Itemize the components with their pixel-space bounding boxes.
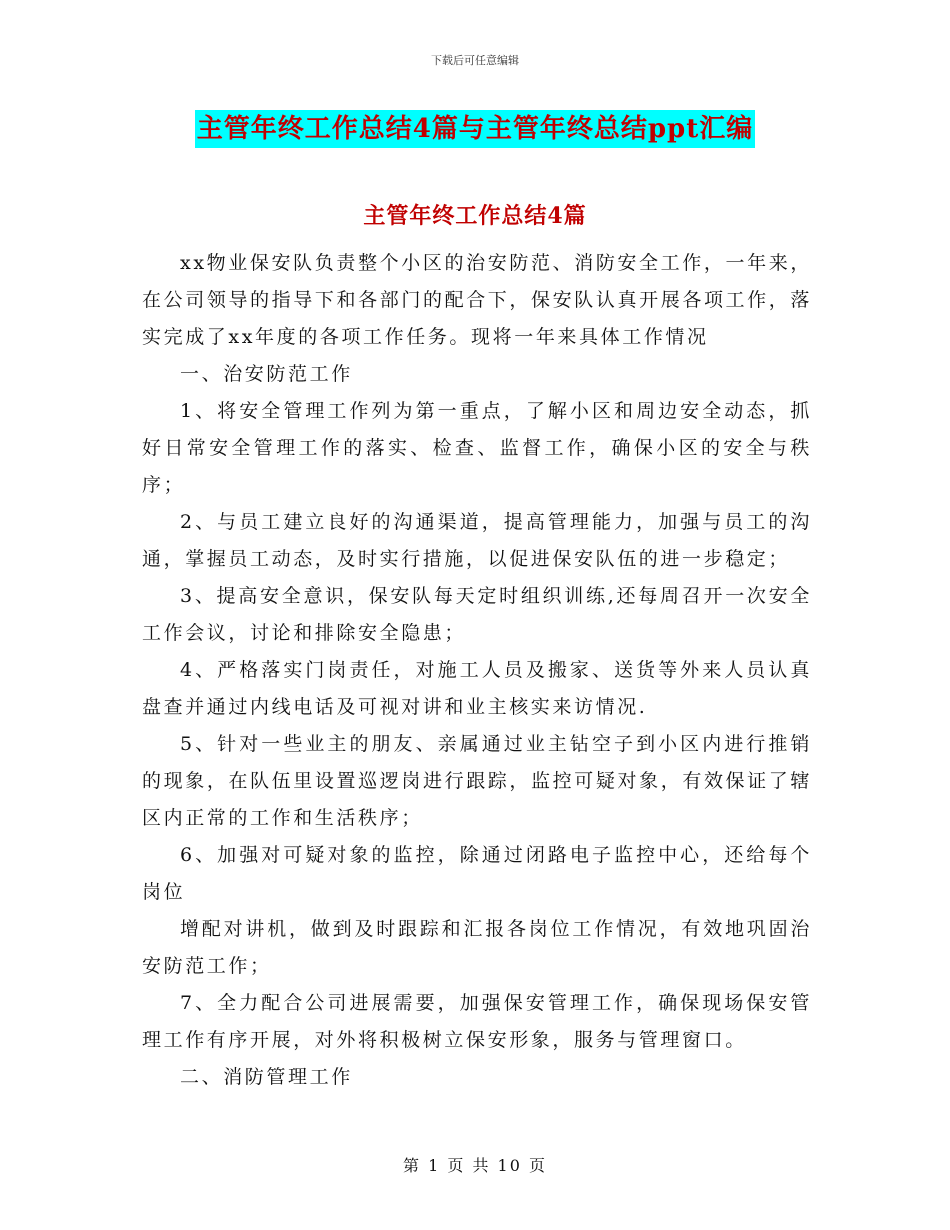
paragraph: xx物业保安队负责整个小区的治安防范、消防安全工作，一年来，在公司领导的指导下和各部门的配合下，保安队认真开展各项工作，落实完成了xx年度的各项工作任务。现将一年来具体工作情况 <box>142 252 812 348</box>
paragraph: 5、针对一些业主的朋友、亲属通过业主钻空子到小区内进行推销的现象，在队伍里设置巡逻岗进行跟踪，监控可疑对象，有效保证了辖区内正常的工作和生活秩序； <box>142 733 812 829</box>
document-title-text: 主管年终工作总结4篇与主管年终总结ppt汇编 <box>195 110 755 148</box>
page-number: 第 1 页 共 10 页 <box>403 1156 547 1175</box>
paragraph: 2、与员工建立良好的沟通渠道，提高管理能力，加强与员工的沟通，掌握员工动态，及时实行措施，以促进保安队伍的进一步稳定； <box>142 511 812 570</box>
paragraph: 增配对讲机，做到及时跟踪和汇报各岗位工作情况，有效地巩固治安防范工作； <box>142 918 812 977</box>
paragraph: 4、严格落实门岗责任，对施工人员及搬家、送货等外来人员认真盘查并通过内线电话及可视对讲和业主核实来访情况. <box>142 659 812 718</box>
paragraph: 一、治安防范工作 <box>180 363 353 385</box>
paragraph: 1、将安全管理工作列为第一重点，了解小区和周边安全动态，抓好日常安全管理工作的落实、检查、监督工作，确保小区的安全与秩序； <box>142 400 812 496</box>
section-title: 主管年终工作总结4篇 <box>363 203 587 229</box>
paragraph: 6、加强对可疑对象的监控，除通过闭路电子监控中心，还给每个岗位 <box>142 844 812 903</box>
paragraph: 3、提高安全意识，保安队每天定时组织训练,还每周召开一次安全工作会议，讨论和排除安全隐患； <box>142 585 812 644</box>
paragraph: 二、消防管理工作 <box>180 1066 353 1088</box>
document-body <box>142 245 812 1096</box>
document-title <box>0 110 950 148</box>
header-note: 下载后可任意编辑 <box>431 54 519 67</box>
paragraph: 7、全力配合公司进展需要，加强保安管理工作，确保现场保安管理工作有序开展，对外将积极树立保安形象，服务与管理窗口。 <box>142 992 812 1051</box>
